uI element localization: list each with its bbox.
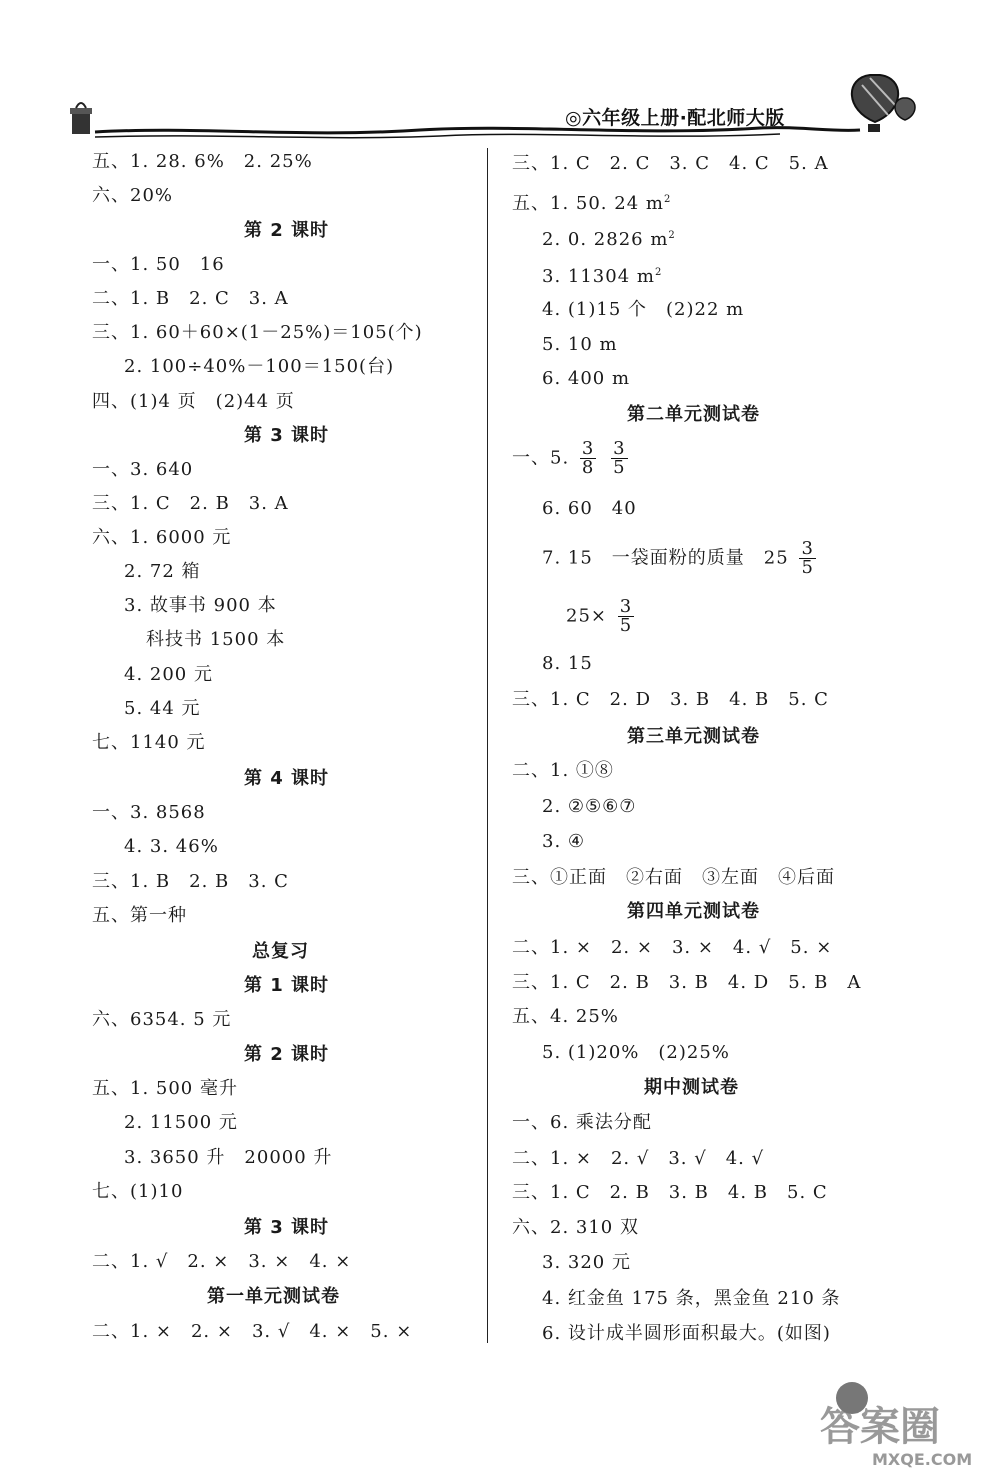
answer-line: 三、1. C 2. B 3. B 4. D 5. B A (512, 972, 862, 993)
answer-line: 3. 故事书 900 本 (124, 595, 277, 616)
fraction: $\frac{3}{5}$ (801, 538, 814, 578)
answer-line: 三、①正面 ②右面 ③左面 ④后面 (512, 867, 835, 888)
answer-line: 一、3. 640 (92, 459, 194, 480)
answer-line: 5. 44 元 (124, 698, 201, 719)
answer-line: 五、1. 50. 24 $m^2$ (512, 193, 672, 214)
watermark-icon (812, 1370, 992, 1470)
answer-line: 三、1. C 2. C 3. C 4. C 5. A (512, 153, 829, 174)
answer-line: 五、4. 25% (512, 1006, 619, 1027)
answer-line: 2. 72 箱 (124, 561, 201, 582)
answer-line: 3. 3650 升 20000 升 (124, 1147, 333, 1168)
section-heading: 期中测试卷 (644, 1077, 739, 1098)
answer-line: 5. (1)20% (2)25% (542, 1042, 730, 1063)
answer-line: 三、1. 60＋60×(1－25%)＝105(个) (92, 322, 423, 343)
answer-line: 2. 0. 2826 $m^2$ (542, 229, 676, 250)
gift-icon (70, 103, 92, 134)
answer-line: 3. 320 元 (542, 1252, 631, 1273)
answer-line: 六、20% (92, 185, 174, 206)
section-heading: 第 3 课时 (244, 1217, 330, 1238)
answer-line: 二、1. × 2. × 3. √ 4. × 5. × (92, 1321, 413, 1342)
answer-line: 二、1. × 2. √ 3. √ 4. √ (512, 1148, 765, 1169)
answer-line: 4. 3. 46% (124, 836, 219, 857)
answer-line: 六、2. 310 双 (512, 1217, 639, 1238)
header-decoration (0, 0, 1000, 150)
answer-line: 25× $\frac{3}{5}$ (566, 596, 633, 636)
answer-line: 4. 红金鱼 175 条，黑金鱼 210 条 (542, 1288, 841, 1309)
answer-line: 4. 200 元 (124, 664, 213, 685)
answer-line: 一、3. 8568 (92, 802, 206, 823)
answer-line: 五、第一种 (92, 905, 187, 926)
section-heading: 第四单元测试卷 (627, 901, 760, 922)
section-heading: 第 3 课时 (244, 425, 330, 446)
answer-line: 5. 10 m (542, 334, 618, 355)
fraction: $\frac{3}{8}$ (581, 438, 595, 478)
answer-line: 三、1. C 2. D 3. B 4. B 5. C (512, 689, 829, 710)
svg-text:MXQE.COM: MXQE.COM (872, 1450, 973, 1469)
answer-line: 2. 100÷40%－100＝150(台) (124, 356, 395, 377)
answer-line: 四、(1)4 页 (2)44 页 (92, 391, 295, 412)
section-heading: 第一单元测试卷 (207, 1286, 340, 1307)
answer-line: 2. ②⑤⑥⑦ (542, 796, 637, 817)
answer-line: 7. 15 一袋面粉的质量 25 $\frac{3}{5}$ (542, 538, 814, 578)
answer-line: 七、1140 元 (92, 732, 206, 753)
section-heading: 第 2 课时 (244, 220, 330, 241)
section-heading: 第 2 课时 (244, 1044, 330, 1065)
column-divider (487, 148, 488, 1343)
answer-line: 五、1. 500 毫升 (92, 1078, 238, 1099)
section-heading: 总复习 (252, 941, 309, 962)
fraction: $\frac{3}{5}$ (619, 596, 633, 636)
answer-line: 2. 11500 元 (124, 1112, 238, 1133)
answer-line: 二、1. ①⑧ (512, 760, 614, 781)
answer-line: 3. 11304 $m^2$ (542, 266, 663, 287)
answer-line: 科技书 1500 本 (146, 629, 286, 650)
answer-line: 二、1. √ 2. × 3. × 4. × (92, 1251, 352, 1272)
answer-line: 三、1. C 2. B 3. A (92, 493, 289, 514)
answer-line: 一、1. 50 16 (92, 254, 225, 275)
section-heading: 第三单元测试卷 (627, 726, 760, 747)
answer-line: 五、1. 28. 6% 2. 25% (92, 151, 313, 172)
page-header (0, 0, 1000, 150)
answer-line: 6. 60 40 (542, 498, 637, 519)
series-title: ◎六年级上册·配北师大版 (565, 107, 785, 129)
answer-line: 三、1. B 2. B 3. C (92, 871, 289, 892)
answer-line: 三、1. C 2. B 3. B 4. B 5. C (512, 1182, 828, 1203)
answer-line: 一、5. $\frac{3}{8}$ $\frac{3}{5}$ (512, 438, 626, 478)
answer-line: 4. (1)15 个 (2)22 m (542, 299, 745, 320)
answer-line: 七、(1)10 (92, 1181, 184, 1202)
answer-line: 6. 400 m (542, 368, 631, 389)
fraction: $\frac{3}{5}$ (613, 438, 626, 478)
answer-line: 8. 15 (542, 653, 593, 674)
answer-line: 二、1. B 2. C 3. A (92, 288, 289, 309)
section-heading: 第二单元测试卷 (627, 404, 760, 425)
svg-text:答案圈: 答案圈 (820, 1404, 940, 1450)
answer-line: 一、6. 乘法分配 (512, 1112, 652, 1133)
section-heading: 第 4 课时 (244, 768, 330, 789)
balloon-icon (852, 75, 915, 132)
watermark-logo (812, 1370, 992, 1470)
answer-line: 六、6354. 5 元 (92, 1009, 232, 1030)
section-heading: 第 1 课时 (244, 975, 330, 996)
answer-line: 6. 设计成半圆形面积最大。(如图) (542, 1323, 831, 1344)
answer-line: 3. ④ (542, 831, 586, 852)
answer-line: 六、1. 6000 元 (92, 527, 232, 548)
answer-line: 二、1. × 2. × 3. × 4. √ 5. × (512, 937, 833, 958)
